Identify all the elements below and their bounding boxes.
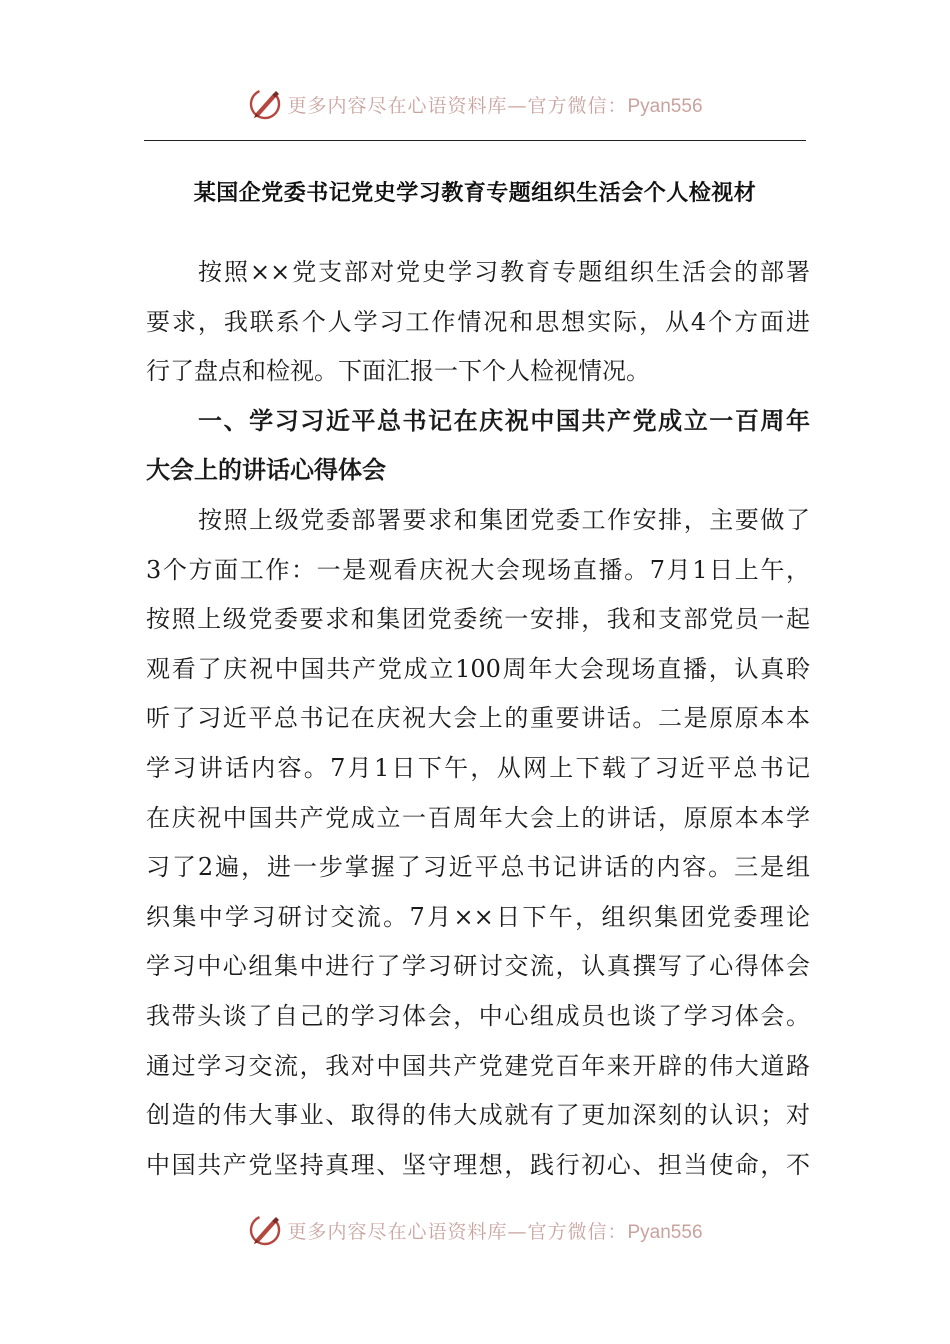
section1-body-line: 在庆祝中国共产党成立一百周年大会上的讲话，原原本本学 bbox=[146, 803, 810, 832]
section1-body bbox=[146, 496, 810, 1190]
section1-body-line: 习了2遍，进一步掌握了习近平总书记讲话的内容。三是组 bbox=[146, 853, 810, 882]
header-divider bbox=[144, 140, 806, 141]
section1-heading bbox=[146, 397, 810, 496]
header-watermark-handle: Pyan556 bbox=[627, 95, 703, 117]
intro-line: 要求，我联系个人学习工作情况和思想实际，从4个方面进 bbox=[146, 307, 810, 336]
section1-body-line: 按照上级党委要求和集团党委统一安排，我和支部党员一起 bbox=[146, 605, 810, 634]
pen-circle-logo-icon bbox=[247, 86, 283, 122]
footer-watermark-handle: Pyan556 bbox=[627, 1221, 703, 1243]
intro-line: 行了盘点和检视。下面汇报一下个人检视情况。 bbox=[146, 357, 650, 386]
section1-body-line: 我带头谈了自己的学习体会，中心组成员也谈了学习体会。 bbox=[146, 1001, 810, 1030]
section1-body-line: 织集中学习研讨交流。7月××日下午，组织集团党委理论 bbox=[146, 902, 810, 931]
footer-watermark-text: 更多内容尽在心语资料库—官方微信：Pyan556 bbox=[287, 1220, 703, 1243]
section1-body-line: 观看了庆祝中国共产党成立100周年大会现场直播，认真聆 bbox=[146, 654, 810, 683]
intro-line: 按照××党支部对党史学习教育专题组织生活会的部署 bbox=[198, 258, 810, 286]
section1-body-line: 中国共产党坚持真理、坚守理想，践行初心、担当使命，不 bbox=[146, 1150, 810, 1179]
section1-heading-line: 一、学习习近平总书记在庆祝中国共产党成立一百周年 bbox=[198, 406, 810, 435]
header-watermark-text: 更多内容尽在心语资料库—官方微信：Pyan556 bbox=[287, 94, 703, 117]
section1-heading-line: 大会上的讲话心得体会 bbox=[146, 456, 386, 485]
section1-body-line: 创造的伟大事业、取得的伟大成就有了更加深刻的认识；对 bbox=[146, 1101, 810, 1130]
section1-body-line: 按照上级党委部署要求和集团党委工作安排，主要做了 bbox=[198, 505, 810, 534]
section1-body-line: 听了习近平总书记在庆祝大会上的重要讲话。二是原原本本 bbox=[146, 704, 810, 733]
section1-body-line: 通过学习交流，我对中国共产党建党百年来开辟的伟大道路 bbox=[146, 1051, 810, 1080]
document-title: 某国企党委书记党史学习教育专题组织生活会个人检视材 bbox=[193, 180, 757, 206]
intro-paragraph bbox=[146, 248, 810, 397]
pen-circle-logo-icon bbox=[247, 1212, 283, 1248]
section1-body-line: 学习讲话内容。7月1日下午，从网上下载了习近平总书记 bbox=[146, 753, 810, 782]
document-body bbox=[146, 248, 810, 1190]
section1-body-line: 3个方面工作：一是观看庆祝大会现场直播。7月1日上午， bbox=[146, 555, 810, 584]
header-watermark bbox=[0, 84, 950, 124]
section1-body-line: 学习中心组集中进行了学习研讨交流，认真撰写了心得体会 bbox=[146, 952, 810, 981]
footer-watermark bbox=[0, 1210, 950, 1250]
